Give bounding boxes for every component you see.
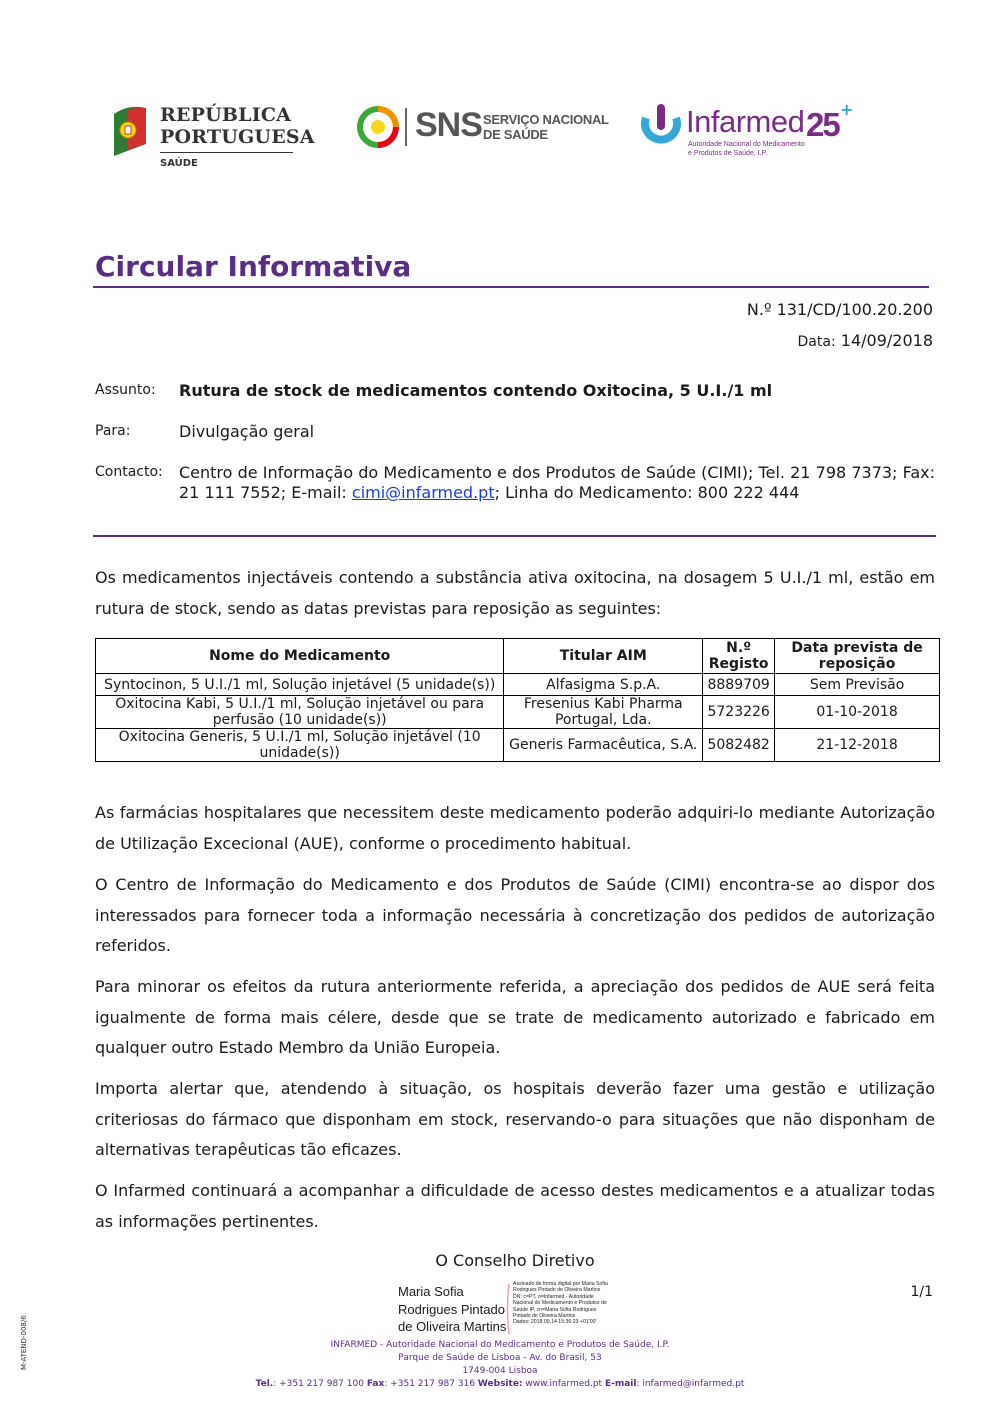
body-paragraph: O Infarmed continuará a acompanhar a dificuldade de acesso destes medicamentos e a atualizar todas as informações pertinentes.: [95, 1181, 935, 1231]
table-cell: Alfasigma S.p.A.: [504, 674, 703, 696]
footer-tel: : +351 217 987 100: [273, 1379, 364, 1389]
sns-logo: [357, 106, 609, 150]
logo-divider: [160, 152, 293, 153]
recipient-label: Para:: [95, 423, 131, 439]
table-cell: 8889709: [703, 674, 775, 696]
logo-text-de-saude: DE SAÚDE: [483, 127, 548, 142]
signature-detail-line: Rodrigues Pintado de Oliveira Martins: [513, 1287, 601, 1294]
footer-email[interactable]: : infarmed@infarmed.pt: [636, 1379, 745, 1389]
footer-address: Parque de Saúde de Lisboa - Av. do Brasil, 53: [398, 1353, 602, 1363]
table-cell: 21-12-2018: [775, 729, 940, 762]
recipient-text: Divulgação geral: [179, 422, 315, 441]
table-cell: 01-10-2018: [775, 696, 940, 729]
subject-text: Rutura de stock de medicamentos contendo Oxitocina, 5 U.I./1 ml: [179, 381, 773, 400]
footer-tel-label: Tel.: [255, 1379, 274, 1389]
table-header-cell: Titular AIM: [504, 639, 703, 674]
table-cell: Oxitocina Kabi, 5 U.I./1 ml, Solução injetável ou para perfusão (10 unidade(s)): [96, 696, 504, 729]
document-date: [798, 331, 933, 350]
table-header-cell: Nome do Medicamento: [96, 639, 504, 674]
contact-email-link[interactable]: cimi@infarmed.pt: [351, 483, 495, 502]
subject-label: Assunto:: [95, 382, 156, 398]
logo-text-autoridade: Autoridade Nacional do Medicamento: [688, 141, 805, 148]
logo-text-portuguesa: PORTUGUESA: [160, 126, 315, 148]
meta-divider: [93, 535, 936, 537]
signatory-name-line: Maria Sofia: [398, 1284, 464, 1299]
logo-text-produtos: e Produtos de Saúde, I.P.: [688, 150, 768, 157]
sns-emblem-icon: [357, 106, 399, 148]
body-paragraph: As farmácias hospitalares que necessitem deste medicamento poderão adquiri-lo mediante Autorização de Utilização Excecional (AUE), conforme o procedimento habitual.: [95, 803, 935, 853]
infarmed-logo: [640, 102, 855, 160]
signature-detail-line: Pintado de Oliveira Martins: [513, 1313, 576, 1320]
logo-text-republica: REPÚBLICA: [160, 104, 292, 126]
council-signoff: O Conselho Diretivo: [435, 1251, 595, 1270]
body-paragraph: Importa alertar que, atendendo à situação, os hospitais deverão fazer uma gestão e utilização criteriosas do fármaco que disponham em stock, reservando-o para situações que não disponham de alternativas terapêuticas tão eficazes.: [95, 1079, 935, 1159]
logo-plus-icon: +: [840, 100, 854, 119]
footer-fax-label: Fax: [366, 1379, 385, 1389]
contact-text: [179, 463, 935, 503]
page-number: 1/1: [910, 1284, 933, 1300]
body-paragraph: O Centro de Informação do Medicamento e dos Produtos de Saúde (CIMI) encontra-se ao dispor dos interessados para fornecer toda a informação necessária à concretização dos pedidos de autorização referidos.: [95, 875, 935, 955]
medicines-table: [95, 638, 940, 762]
table-cell: Sem Previsão: [775, 674, 940, 696]
digital-signature-mark-icon: [506, 1284, 512, 1334]
signature-detail-line: Assinado de forma digital por Maria Sofia: [513, 1281, 608, 1287]
document-title: Circular Informativa: [95, 250, 412, 283]
date-label: Data:: [797, 334, 836, 350]
signatory-name-line: de Oliveira Martins: [398, 1319, 507, 1334]
intro-paragraph: Os medicamentos injectáveis contendo a substância ativa oxitocina, na dosagem 5 U.I./1 ml, estão em rutura de stock, sendo as datas previstas para reposição as seguintes:: [95, 568, 935, 618]
footer-postcode: 1749-004 Lisboa: [462, 1366, 538, 1376]
signature-detail-line: Dados: 2018.09.14 15:36:23 +01'00': [513, 1319, 597, 1326]
footer-website-label: Website:: [477, 1379, 523, 1389]
table-header-row: [96, 639, 940, 674]
reference-number: N.º 131/CD/100.20.200: [746, 300, 933, 319]
date-value: 14/09/2018: [840, 331, 933, 350]
logo-text-servico: SERVIÇO NACIONAL: [483, 112, 609, 127]
table-cell: Oxitocina Generis, 5 U.I./1 ml, Solução injetável (10 unidade(s)): [96, 729, 504, 762]
logo-text-infarmed: Infarmed: [686, 104, 805, 139]
table-cell: Syntocinon, 5 U.I./1 ml, Solução injetável (5 unidade(s)): [96, 674, 504, 696]
contact-text-after: ; Linha do Medicamento: 800 222 444: [494, 483, 800, 502]
title-divider: [93, 286, 929, 288]
digital-signature-details: [513, 1281, 633, 1326]
logo-separator: [405, 108, 407, 146]
logo-text-saude: SAÚDE: [160, 158, 198, 169]
logo-text-sns: SNS: [415, 106, 482, 144]
portugal-flag-icon: [110, 104, 150, 158]
logo-text-25: 25: [806, 106, 839, 143]
signature-detail-line: DN: c=PT, o=Infarmed - Autoridade: [513, 1293, 594, 1300]
table-cell: 5723226: [703, 696, 775, 729]
body-paragraph: Para minorar os efeitos da rutura anteriormente referida, a apreciação dos pedidos de AUE será feita igualmente de forma mais célere, desde que se trate de medicamento autorizado e fabricado em qualquer outro Estado Membro da União Europeia.: [95, 977, 935, 1057]
table-row: [96, 696, 940, 729]
table-cell: 5082482: [703, 729, 775, 762]
contact-label: Contacto:: [95, 464, 163, 480]
republica-portuguesa-logo: [110, 102, 315, 174]
infarmed-emblem-icon: [640, 104, 682, 148]
signatory-name: [398, 1283, 506, 1336]
table-header-cell: N.º Registo: [703, 639, 775, 674]
form-code: M-ATEND-008/6: [20, 1315, 28, 1370]
footer-email-label: E-mail: [604, 1379, 637, 1389]
footer-organization: INFARMED - Autoridade Nacional do Medicamento e Produtos de Saúde, I.P.: [330, 1340, 670, 1350]
contact-text-before: Centro de Informação do Medicamento e dos Produtos de Saúde (CIMI); Tel. 21 798 7373; Fax: 21 111 7552; E-mail:: [179, 463, 935, 502]
table-cell: Generis Farmacêutica, S.A.: [504, 729, 703, 762]
table-header-cell: Data prevista de reposição: [775, 639, 940, 674]
footer-website[interactable]: www.infarmed.pt: [522, 1379, 603, 1389]
signatory-name-line: Rodrigues Pintado: [398, 1301, 505, 1317]
table-row: [96, 729, 940, 762]
footer-fax: : +351 217 987 316: [384, 1379, 476, 1389]
table-row: [96, 674, 940, 696]
signature-detail-line: Nacional do Medicamento e Produtos de: [513, 1300, 607, 1307]
footer-contacts: [0, 1379, 1000, 1389]
signature-detail-line: Saúde IP, cn=Maria Sofia Rodrigues: [513, 1306, 597, 1313]
table-cell: Fresenius Kabi Pharma Portugal, Lda.: [504, 696, 703, 729]
